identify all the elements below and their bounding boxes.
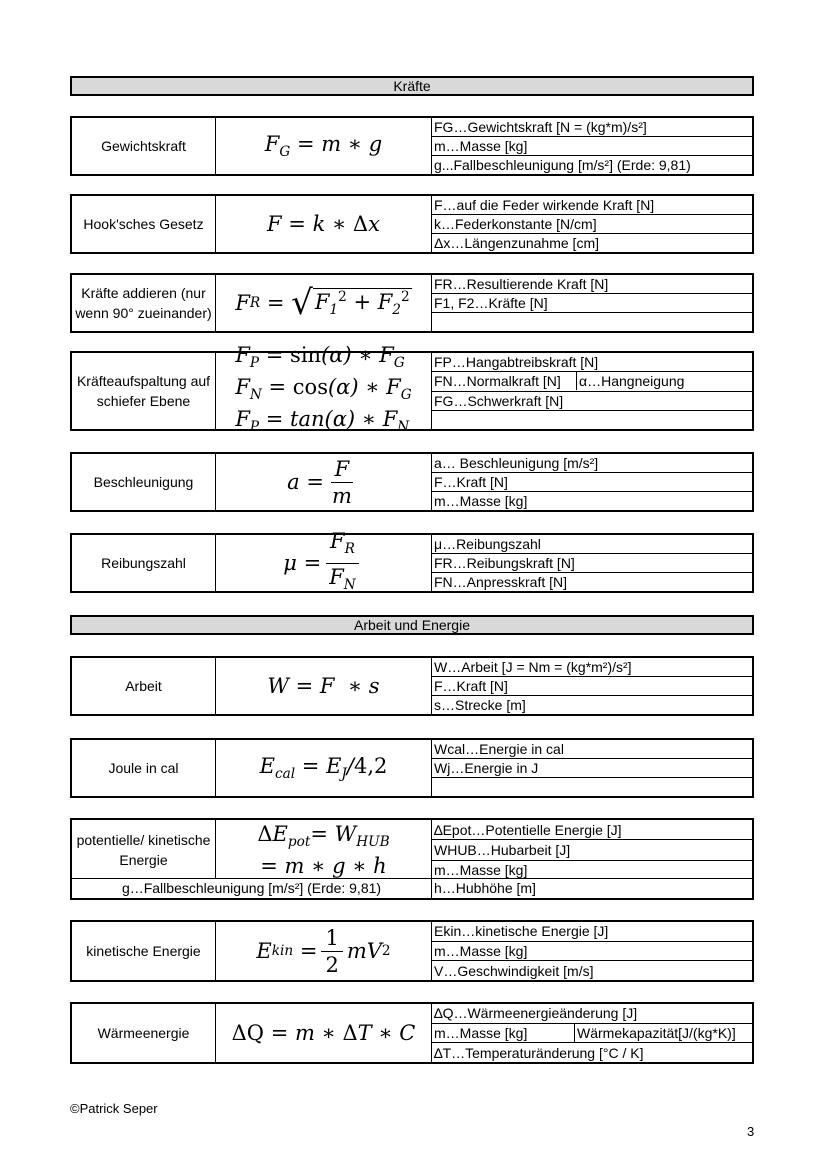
formula: F = k ∗ Δx [216,196,432,252]
legend-row: k…Federkonstante [N/cm] [432,215,752,234]
legend-row: F…Kraft [N] [432,473,752,492]
legend [432,353,752,429]
legend-row: ∆Q…Wärmeenergieänderung [J] [432,1004,752,1024]
legend-row: m…Masse [kg] [434,862,528,879]
formula-block-hook [70,194,754,254]
legend-row: FG…Schwerkraft [N] [432,392,752,411]
formula-block-beschleunigung [70,452,754,512]
formula: W = F ∗ s [216,658,432,714]
legend-cell: Wärmekapazität[J/(kg*K)] [574,1024,752,1042]
formula-label: Beschleunigung [72,454,216,510]
formula-block-kraefteaufspaltung [70,342,754,436]
legend-row [432,411,752,429]
legend-row: ∆Epot…Potentielle Energie [J] [432,820,752,840]
legend [432,1004,752,1062]
formula-block-arbeit [70,656,754,716]
legend-row: F…Kraft [N] [432,677,752,696]
formula-block-main [72,820,752,880]
formula-block-potentielle-energie [70,818,754,900]
copyright: ©Patrick Seper [70,1101,158,1116]
legend-row: FN…Anpresskraft [N] [434,574,568,590]
formula: F R = √ $F_1^2 + F_2^2$ [216,275,432,331]
formula-block-reibungszahl [70,529,754,593]
legend [432,658,752,714]
legend [432,535,752,591]
footer-left-cell: g…Fallbeschleunigung [m/s²] (Erde: 9,81) [72,879,432,898]
formula: $F_P = \sin(\alpha)$ ∗ $F_G$ $F_N = \cos(\alpha)$ ∗ $F_G$ $F_P = \tan(\alpha)$ ∗ $F_N$ [216,353,432,429]
section-header-arbeit-und-energie: Arbeit und Energie [70,615,754,635]
legend-row: ∆T…Temperaturänderung [°C / K] [434,1044,644,1061]
legend-row [432,1024,752,1044]
legend-row: F1, F2…Kräfte [N] [432,294,752,313]
section-header-kraefte: Kräfte [70,76,754,96]
formula-label: Wärmeenergie [72,1004,216,1062]
formula: E kin = $\frac{1}{2}$ mV 2 [216,922,432,980]
formula-label: Reibungszahl [72,535,216,591]
legend-row: Wj…Energie in J [432,759,752,778]
legend-row: m…Masse [kg] [432,942,752,962]
formula: ΔQ = m ∗ ΔT ∗ C [216,1004,432,1062]
formula: μ = $\frac{F_R}{F_N}$ [216,535,432,591]
legend-row [432,778,752,796]
legend-row: WHUB…Hubarbeit [J] [432,840,752,860]
formula-label: Arbeit [72,658,216,714]
legend [432,740,752,796]
formula-label: kinetische Energie [72,922,216,980]
legend [432,118,752,174]
formula-block-kinetische-energie [70,920,754,982]
page-number: 3 [747,1124,755,1139]
formula-block-footer [72,878,752,898]
formula: $E_{cal} = E_J/4,2$ [216,740,432,796]
formula: a = $\frac{F}{m}$ [216,454,432,510]
legend-row: m…Masse [kg] [434,493,528,509]
legend-row: m…Masse [kg] [432,137,752,156]
legend-row: W…Arbeit [J = Nm = (kg*m²)/s²] [432,658,752,677]
legend [432,196,752,252]
formula-block-gewichtskraft [70,116,754,176]
legend-row [432,313,752,331]
legend-row [432,372,752,391]
legend-row: Δx…Längenzunahme [cm] [434,235,599,251]
legend-cell: m…Masse [kg] [434,1025,528,1041]
legend-row: FR…Resultierende Kraft [N] [432,275,752,294]
legend-row: a… Beschleunigung [m/s²] [432,454,752,473]
legend [432,454,752,510]
legend [432,922,752,980]
formula-label: Gewichtskraft [72,118,216,174]
formula: $\Delta E_{pot}= W_{HUB}$ = m ∗ g ∗ h [216,820,432,880]
formula-label: Kräfteaufspaltung auf schiefer Ebene [72,353,216,429]
formula-block-kraefte-addieren [70,273,754,333]
legend [432,820,752,880]
legend-row: F…auf die Feder wirkende Kraft [N] [432,196,752,215]
legend-row: Wcal…Energie in cal [432,740,752,759]
formula-label: Kräfte addieren (nur wenn 90° zueinander) [72,275,216,331]
formula-block-joule-in-cal [70,738,754,798]
legend-row: FR…Reibungskraft [N] [432,554,752,573]
legend-row: FG…Gewichtskraft [N = (kg*m)/s²] [432,118,752,137]
legend-row: V…Geschwindigkeit [m/s] [434,962,594,979]
legend-cell: α…Hangneigung [576,372,684,390]
legend-row: Ekin…kinetische Energie [J] [432,922,752,942]
formula-label: Hook'sches Gesetz [72,196,216,252]
legend-row: s…Strecke [m] [434,697,526,713]
legend-row: μ…Reibungszahl [432,535,752,554]
formula-label: potentielle/ kinetische Energie [72,820,216,880]
formula-block-waermeenergie [70,1002,754,1064]
footer-right-cell: h…Hubhöhe [m] [434,880,536,896]
formula-label: Joule in cal [72,740,216,796]
formula: $F_G = m$ ∗ g [216,118,432,174]
legend-row: g...Fallbeschleunigung [m/s²] (Erde: 9,81) [434,157,691,173]
legend-row: FP…Hangabtreibskraft [N] [432,353,752,372]
legend-cell: FN…Normalkraft [N] [434,373,561,390]
legend [432,275,752,331]
